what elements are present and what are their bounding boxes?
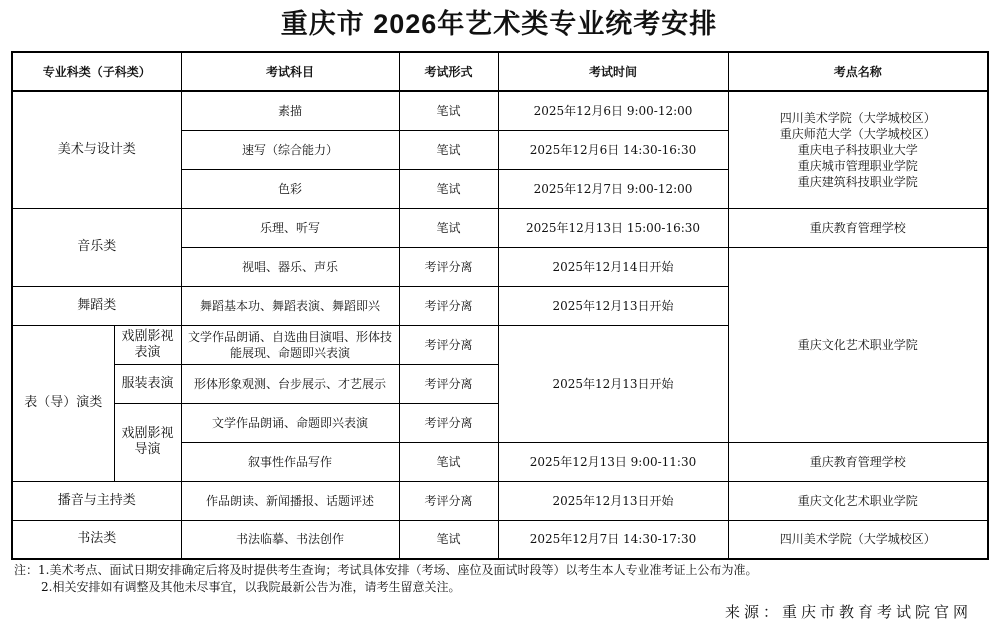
major-calligraphy: 书法类: [12, 520, 181, 559]
exam-schedule-table: [11, 51, 989, 560]
form-cell: 笔试: [399, 208, 498, 247]
subcategory-costume: 服装表演: [114, 364, 181, 403]
location-line: 四川美术学院（大学城校区）: [779, 110, 936, 125]
time-cell: 2025年12月13日 9:00-11:30: [498, 442, 728, 481]
major-dance: 舞蹈类: [12, 286, 181, 325]
subcategory-drama-perf: 戏剧影视表演: [114, 325, 181, 364]
note-line-1: 注：1.美术考点、面试日期安排确定后将及时提供考生查询；考试具体安排（考场、座位及面试时段等）以考生本人专业准考证上公布为准。: [14, 563, 758, 577]
major-art: 美术与设计类: [12, 91, 181, 208]
location-cell: 四川美术学院（大学城校区）: [728, 520, 988, 559]
location-shared: 重庆文化艺术职业学院: [728, 247, 988, 442]
subject-cell: 文学作品朗诵、命题即兴表演: [181, 403, 399, 442]
notes: [14, 562, 984, 596]
header-location: 考点名称: [728, 52, 988, 91]
time-cell: 2025年12月13日开始: [498, 481, 728, 520]
subject-cell: 速写（综合能力）: [181, 130, 399, 169]
time-cell: 2025年12月13日开始: [498, 286, 728, 325]
subject-cell: 舞蹈基本功、舞蹈表演、舞蹈即兴: [181, 286, 399, 325]
time-cell: 2025年12月6日 14:30-16:30: [498, 130, 728, 169]
major-music: 音乐类: [12, 208, 181, 286]
form-cell: 考评分离: [399, 481, 498, 520]
location-line: 重庆电子科技职业大学: [797, 142, 918, 157]
subject-cell: 色彩: [181, 169, 399, 208]
location-line: 重庆建筑科技职业学院: [797, 174, 918, 189]
subject-cell: 乐理、听写: [181, 208, 399, 247]
location-cell: 重庆教育管理学校: [728, 208, 988, 247]
time-cell: 2025年12月14日开始: [498, 247, 728, 286]
form-cell: 考评分离: [399, 364, 498, 403]
location-line: 重庆师范大学（大学城校区）: [779, 126, 936, 141]
header-major: 专业科类（子科类）: [12, 52, 181, 91]
location-art: [728, 91, 988, 208]
time-cell: 2025年12月7日 14:30-17:30: [498, 520, 728, 559]
subject-cell: 文学作品朗诵、自选曲目演唱、形体技能展现、命题即兴表演: [181, 325, 399, 364]
form-cell: 考评分离: [399, 325, 498, 364]
time-cell: 2025年12月6日 9:00-12:00: [498, 91, 728, 130]
note-line-2: 2.相关安排如有调整及其他未尽事宜，以我院最新公告为准，请考生留意关注。: [41, 580, 461, 594]
header-form: 考试形式: [399, 52, 498, 91]
form-cell: 笔试: [399, 91, 498, 130]
table-row: [12, 481, 988, 520]
form-cell: 考评分离: [399, 286, 498, 325]
subject-cell: 形体形象观测、台步展示、才艺展示: [181, 364, 399, 403]
time-cell: 2025年12月13日 15:00-16:30: [498, 208, 728, 247]
major-perform: 表（导）演类: [12, 325, 114, 481]
form-cell: 笔试: [399, 130, 498, 169]
location-line: 重庆城市管理职业学院: [797, 158, 918, 173]
major-broadcast: 播音与主持类: [12, 481, 181, 520]
table-row: [12, 208, 988, 247]
form-cell: 笔试: [399, 520, 498, 559]
table-header-row: [12, 52, 988, 91]
subject-cell: 素描: [181, 91, 399, 130]
page-title: 重庆市 2026年艺术类专业统考安排: [280, 9, 718, 39]
form-cell: 考评分离: [399, 403, 498, 442]
form-cell: 考评分离: [399, 247, 498, 286]
location-cell: 重庆文化艺术职业学院: [728, 481, 988, 520]
table-row: [12, 520, 988, 559]
form-cell: 笔试: [399, 442, 498, 481]
header-time: 考试时间: [498, 52, 728, 91]
subject-cell: 叙事性作品写作: [181, 442, 399, 481]
time-cell: 2025年12月7日 9:00-12:00: [498, 169, 728, 208]
subject-cell: 书法临摹、书法创作: [181, 520, 399, 559]
subject-cell: 视唱、器乐、声乐: [181, 247, 399, 286]
location-cell: 重庆教育管理学校: [728, 442, 988, 481]
table-row: [12, 91, 988, 130]
time-cell: 2025年12月13日开始: [498, 325, 728, 442]
header-subject: 考试科目: [181, 52, 399, 91]
subcategory-drama-dir: 戏剧影视导演: [114, 403, 181, 481]
form-cell: 笔试: [399, 169, 498, 208]
subject-cell: 作品朗读、新闻播报、话题评述: [181, 481, 399, 520]
source-credit: 来源：重庆市教育考试院官网: [724, 603, 972, 621]
